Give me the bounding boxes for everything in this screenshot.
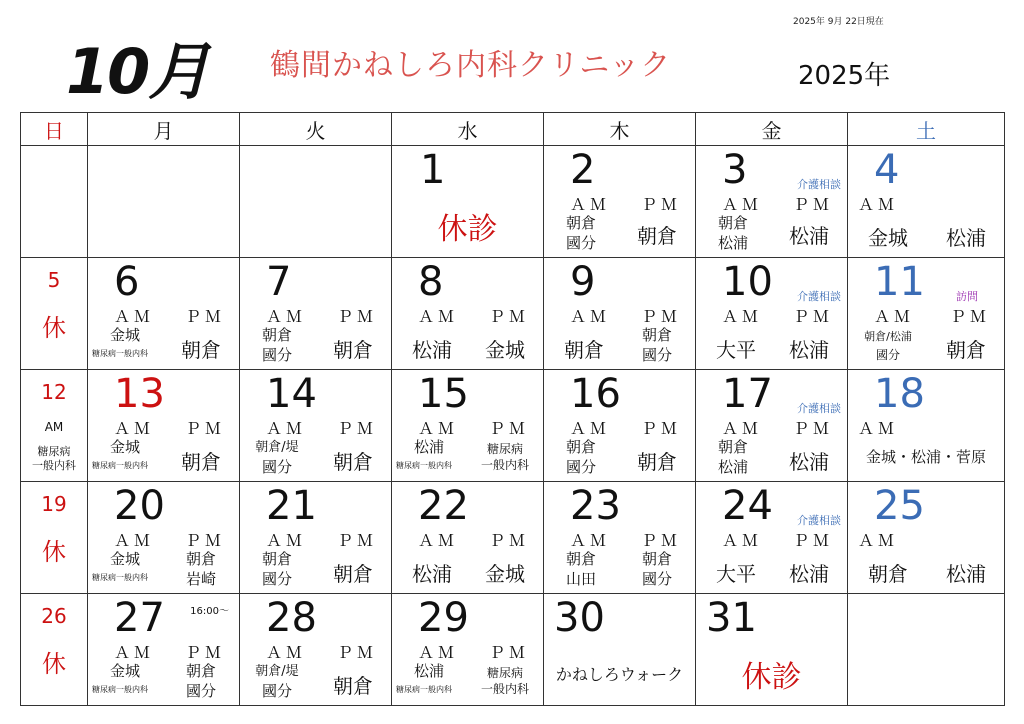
pm-label: ＰＭ <box>792 531 833 550</box>
closed-label: 休診 <box>741 660 802 695</box>
pm-specialty: 糖尿病 <box>486 666 523 680</box>
am-doctor: 朝倉 <box>565 438 596 456</box>
pm-specialty: 一般内科 <box>480 458 529 472</box>
am-label: ＡＭ <box>570 307 611 326</box>
am-doctor: 朝倉 <box>564 338 604 362</box>
day-number: 1 <box>420 147 446 193</box>
am-label: ＡＭ <box>266 643 307 662</box>
am-doctor: 松浦 <box>412 562 452 586</box>
pm-doctor: 朝倉 <box>181 450 221 474</box>
day-number: 17 <box>722 371 773 417</box>
am-label: ＡＭ <box>114 307 155 326</box>
pm-label: ＰＭ <box>336 643 377 662</box>
am-label: ＡＭ <box>114 419 155 438</box>
clinic-name: 鶴間かねしろ内科クリニック <box>270 48 672 83</box>
specialty-note <box>21 445 87 473</box>
pm-doctor: 松浦 <box>789 450 829 474</box>
pm-doctor: 朝倉 <box>185 662 216 680</box>
day-number: 20 <box>114 483 165 529</box>
am-doctor: 國分 <box>261 570 292 588</box>
pm-label: ＰＭ <box>792 419 833 438</box>
am-doctor: 大平 <box>716 562 756 586</box>
pm-doctor: 松浦 <box>789 562 829 586</box>
pm-doctor: 朝倉 <box>641 326 672 344</box>
am-doctor: 朝倉/松浦 <box>864 330 912 343</box>
day-cell-21 <box>240 482 392 594</box>
am-doctor: 金城 <box>109 438 140 456</box>
am-doctor: 松浦 <box>413 662 444 680</box>
am-doctor: 朝倉 <box>565 550 596 568</box>
rest-label: 休 <box>42 314 66 342</box>
calendar-table <box>20 112 1005 706</box>
day-cell-7 <box>240 258 392 370</box>
day-cell-14 <box>240 370 392 482</box>
day-cell-22 <box>392 482 544 594</box>
am-label: ＡＭ <box>722 419 763 438</box>
am-doctor: 朝倉/堤 <box>255 664 299 679</box>
pm-doctor: 岩崎 <box>185 570 216 588</box>
pm-label: ＰＭ <box>488 531 529 550</box>
pm-label: ＰＭ <box>792 307 833 326</box>
pm-label: ＰＭ <box>336 307 377 326</box>
week-row <box>21 370 1005 482</box>
day-cell-10 <box>696 258 848 370</box>
am-doctor: 山田 <box>565 570 596 588</box>
am-label: ＡＭ <box>858 419 899 438</box>
rest-label: 休 <box>42 538 66 566</box>
am-label: ＡＭ <box>418 307 459 326</box>
am-doctor: 金城 <box>868 226 908 250</box>
closed-label: 休診 <box>437 212 498 247</box>
pm-label: ＰＭ <box>488 419 529 438</box>
am-doctor: 國分 <box>261 346 292 364</box>
am-doctor: 朝倉 <box>717 214 748 232</box>
day-cell-6 <box>88 258 240 370</box>
pm-specialty: 一般内科 <box>480 682 529 696</box>
pm-doctor: 松浦 <box>789 224 829 248</box>
day-cell-23 <box>544 482 696 594</box>
am-doctor: 朝倉 <box>261 326 292 344</box>
pm-doctor: 松浦 <box>946 562 986 586</box>
day-number: 27 <box>114 595 165 641</box>
day-number: 29 <box>418 595 469 641</box>
weekday-header-row <box>21 113 1005 146</box>
day-cell-24 <box>696 482 848 594</box>
am-label: AM <box>44 420 64 434</box>
pm-label: ＰＭ <box>949 307 990 326</box>
day-cell-empty <box>240 146 392 258</box>
am-doctor: 國分 <box>875 348 900 362</box>
pm-doctor: 朝倉 <box>185 550 216 568</box>
pm-doctor: 朝倉 <box>333 338 373 362</box>
pm-doctor: 朝倉 <box>637 224 677 248</box>
pm-label: ＰＭ <box>640 419 681 438</box>
time-note: 16:00～ <box>190 606 229 617</box>
day-cell-18 <box>848 370 1005 482</box>
am-doctor: 松浦 <box>412 338 452 362</box>
specialty-note: 糖尿病一般内科 <box>92 349 148 358</box>
am-label: ＡＭ <box>114 531 155 550</box>
specialty-note: 糖尿病一般内科 <box>92 573 148 582</box>
as-of-date: 2025年 9月 22日現在 <box>793 17 884 27</box>
day-cell-27 <box>88 594 240 706</box>
day-number: 2 <box>570 147 596 193</box>
day-cell-31 <box>696 594 848 706</box>
pm-label: ＰＭ <box>792 195 833 214</box>
am-doctor: 國分 <box>261 682 292 700</box>
day-number: 23 <box>570 483 621 529</box>
day-number: 28 <box>266 595 317 641</box>
week-row <box>21 146 1005 258</box>
day-number: 3 <box>722 147 748 193</box>
day-number: 14 <box>266 371 317 417</box>
care-consult-label: 介護相談 <box>797 290 841 303</box>
weekday-sat: 土 <box>848 113 1005 146</box>
pm-label: ＰＭ <box>488 643 529 662</box>
day-number: 5 <box>47 268 61 292</box>
pm-doctor: 金城 <box>485 338 525 362</box>
am-label: ＡＭ <box>418 643 459 662</box>
week-row <box>21 482 1005 594</box>
day-cell-1 <box>392 146 544 258</box>
pm-label: ＰＭ <box>640 307 681 326</box>
specialty-note: 糖尿病一般内科 <box>92 685 148 694</box>
day-cell-empty <box>848 594 1005 706</box>
day-number: 8 <box>418 259 444 305</box>
pm-doctor: 國分 <box>641 346 672 364</box>
day-cell-empty <box>21 146 88 258</box>
pm-label: ＰＭ <box>184 643 225 662</box>
day-number: 12 <box>41 380 67 404</box>
care-consult-label: 介護相談 <box>797 402 841 415</box>
am-label: ＡＭ <box>114 643 155 662</box>
day-number: 19 <box>41 492 67 516</box>
visit-label: 訪問 <box>956 290 978 303</box>
pm-label: ＰＭ <box>184 531 225 550</box>
sunday-cell-19 <box>21 482 88 594</box>
weekday-tue: 火 <box>240 113 392 146</box>
pm-doctor: 金城 <box>485 562 525 586</box>
day-cell-25 <box>848 482 1005 594</box>
day-number: 21 <box>266 483 317 529</box>
am-doctor: 金城 <box>109 326 140 344</box>
day-number: 7 <box>266 259 292 305</box>
pm-label: ＰＭ <box>336 531 377 550</box>
pm-label: ＰＭ <box>640 195 681 214</box>
am-label: ＡＭ <box>858 195 899 214</box>
pm-doctor: 松浦 <box>946 226 986 250</box>
pm-doctor: 朝倉 <box>637 450 677 474</box>
am-doctor: 朝倉 <box>565 214 596 232</box>
am-doctor: 朝倉 <box>261 550 292 568</box>
am-doctor: 金城 <box>109 550 140 568</box>
am-label: ＡＭ <box>418 419 459 438</box>
day-cell-29 <box>392 594 544 706</box>
am-label: ＡＭ <box>418 531 459 550</box>
am-label: ＡＭ <box>266 419 307 438</box>
day-number: 24 <box>722 483 773 529</box>
specialty-line: 一般内科 <box>32 459 76 472</box>
am-label: ＡＭ <box>266 307 307 326</box>
day-number: 25 <box>874 483 925 529</box>
specialty-note: 糖尿病一般内科 <box>92 461 148 470</box>
am-label: ＡＭ <box>722 531 763 550</box>
day-cell-2 <box>544 146 696 258</box>
day-cell-8 <box>392 258 544 370</box>
day-number: 6 <box>114 259 140 305</box>
day-cell-16 <box>544 370 696 482</box>
am-doctor: 國分 <box>565 458 596 476</box>
am-doctor: 朝倉 <box>717 438 748 456</box>
am-label: ＡＭ <box>722 195 763 214</box>
pm-doctor: 朝倉 <box>946 338 986 362</box>
pm-doctor: 國分 <box>641 570 672 588</box>
weekday-mon: 月 <box>88 113 240 146</box>
am-doctors: 金城・松浦・菅原 <box>865 448 986 466</box>
day-cell-15 <box>392 370 544 482</box>
am-doctor: 大平 <box>716 338 756 362</box>
day-number: 30 <box>554 595 605 641</box>
day-cell-20 <box>88 482 240 594</box>
am-label: ＡＭ <box>858 531 899 550</box>
am-label: ＡＭ <box>874 307 915 326</box>
am-doctor: 朝倉 <box>868 562 908 586</box>
day-number: 16 <box>570 371 621 417</box>
pm-label: ＰＭ <box>184 419 225 438</box>
weekday-fri: 金 <box>696 113 848 146</box>
specialty-line: 糖尿病 <box>37 445 71 458</box>
pm-doctor: 朝倉 <box>333 674 373 698</box>
pm-label: ＰＭ <box>488 307 529 326</box>
am-label: ＡＭ <box>570 419 611 438</box>
day-number: 26 <box>41 604 67 628</box>
day-cell-3 <box>696 146 848 258</box>
pm-doctor: 松浦 <box>789 338 829 362</box>
day-number: 13 <box>114 371 165 417</box>
am-doctor: 國分 <box>261 458 292 476</box>
am-label: ＡＭ <box>570 195 611 214</box>
pm-doctor: 國分 <box>185 682 216 700</box>
month-title: 10月 <box>66 35 209 108</box>
day-cell-11 <box>848 258 1005 370</box>
pm-doctor: 朝倉 <box>641 550 672 568</box>
week-row <box>21 258 1005 370</box>
day-cell-empty <box>88 146 240 258</box>
am-label: ＡＭ <box>722 307 763 326</box>
am-doctor: 松浦 <box>413 438 444 456</box>
sunday-cell-12 <box>21 370 88 482</box>
pm-doctor: 朝倉 <box>333 450 373 474</box>
am-doctor: 金城 <box>109 662 140 680</box>
pm-label: ＰＭ <box>184 307 225 326</box>
day-number: 15 <box>418 371 469 417</box>
year-label: 2025年 <box>798 61 891 91</box>
specialty-note: 糖尿病一般内科 <box>396 461 452 470</box>
pm-label: ＰＭ <box>336 419 377 438</box>
pm-doctor: 朝倉 <box>333 562 373 586</box>
day-number: 11 <box>874 259 925 305</box>
care-consult-label: 介護相談 <box>797 514 841 527</box>
am-doctor: 國分 <box>565 234 596 252</box>
day-number: 10 <box>722 259 773 305</box>
sunday-cell-26 <box>21 594 88 706</box>
am-label: ＡＭ <box>570 531 611 550</box>
day-cell-13 <box>88 370 240 482</box>
weekday-thu: 木 <box>544 113 696 146</box>
day-cell-30 <box>544 594 696 706</box>
event-label: かねしろウォーク <box>555 665 684 684</box>
day-cell-28 <box>240 594 392 706</box>
weekday-sun: 日 <box>21 113 88 146</box>
week-row <box>21 594 1005 706</box>
rest-label: 休 <box>42 650 66 678</box>
specialty-note: 糖尿病一般内科 <box>396 685 452 694</box>
day-number: 9 <box>570 259 596 305</box>
pm-specialty: 糖尿病 <box>486 442 523 456</box>
am-label: ＡＭ <box>266 531 307 550</box>
weekday-wed: 水 <box>392 113 544 146</box>
care-consult-label: 介護相談 <box>797 178 841 191</box>
am-doctor: 朝倉/堤 <box>255 440 299 455</box>
sunday-cell-5 <box>21 258 88 370</box>
day-cell-9 <box>544 258 696 370</box>
pm-label: ＰＭ <box>640 531 681 550</box>
am-doctor: 松浦 <box>717 234 748 252</box>
day-cell-17 <box>696 370 848 482</box>
day-number: 4 <box>874 147 900 193</box>
day-number: 22 <box>418 483 469 529</box>
day-number: 31 <box>706 595 757 641</box>
day-number: 18 <box>874 371 925 417</box>
am-doctor: 松浦 <box>717 458 748 476</box>
day-cell-4 <box>848 146 1005 258</box>
pm-doctor: 朝倉 <box>181 338 221 362</box>
